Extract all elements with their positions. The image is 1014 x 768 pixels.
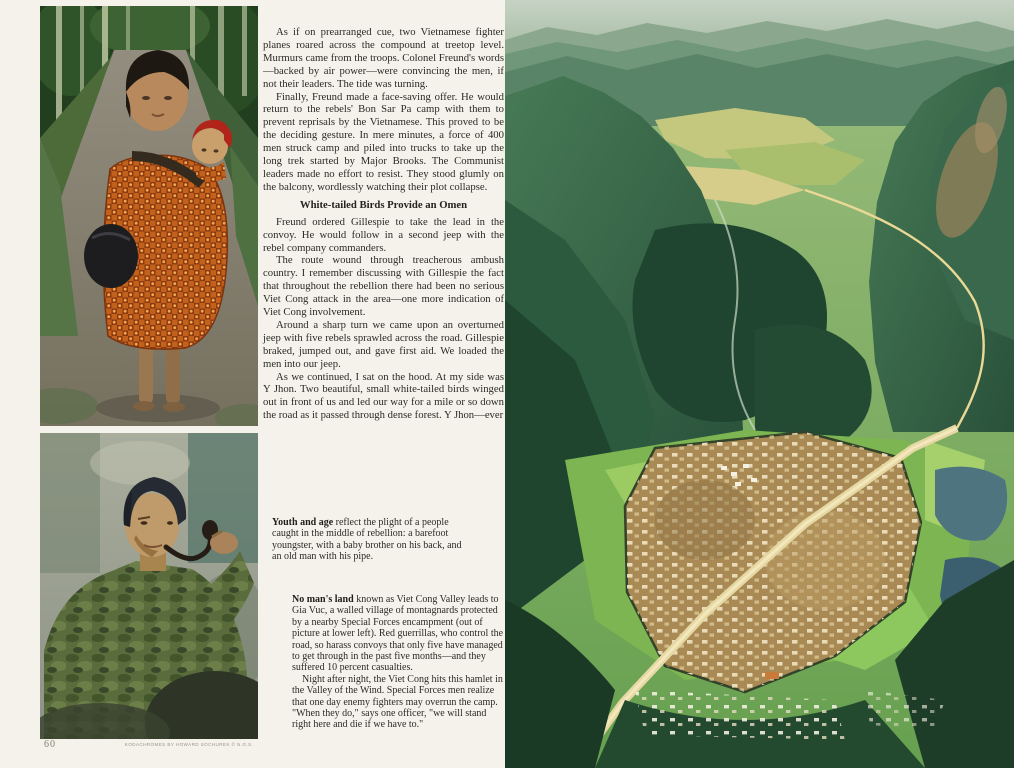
caption-lead: No man's land (292, 594, 354, 605)
photo-aerial-valley (505, 0, 1014, 768)
photo-boy-with-baby (40, 6, 258, 426)
article-paragraph: The route wound through treacherous ambush country. I remember discussing with Gillespie the fact that throughout the rebellion there had been no serious Viet Cong attack in the area—one more indication of Viet Cong involvement. (263, 254, 504, 319)
article-paragraph: As if on prearranged cue, two Vietnamese fighter planes roared across the compound at treetop level. Murmurs came from the troops. Colonel Freund's words—backed by air power—were convincing the men, if not their leaders. The tide was turning. (263, 26, 504, 90)
aerial-valley-illustration (505, 0, 1014, 768)
section-heading: White-tailed Birds Provide an Omen (299, 198, 468, 211)
caption-text: Youth and age reflect the plight of a people caught in the middle of rebellion: a barefoot youngster, with a baby brother on his back, and an old man with his pipe. (272, 517, 462, 563)
article-paragraph: Finally, Freund made a face-saving offer. He would return to the rebels' Bon Sar Pa camp with them to prevent reprisals by the Vietnamese. This proved to be the deciding gesture. In mere minutes, a force of 400 men struck camp and piled into trucks to take up the long trek started by Major Brooks. The Communist leaders made no effort to resist. They stood glumly on the balcony, wordlessly watching their plot collapse. (263, 90, 504, 193)
article-paragraph: Freund ordered Gillespie to take the lead in the convoy. He would follow in a second jeep with the rebel company commanders. (263, 215, 504, 254)
photo-old-man-pipe (40, 433, 258, 739)
caption-text: No man's land known as Viet Cong Valley leads to Gia Vuc, a walled village of montagnards protected by a nearby Special Forces encampment (out of picture at lower left). Red guerrillas, who control the road, so harass convoys that only five have managed to get through in the past five months—and they suffered 10 percent casualties. (292, 594, 504, 674)
caption-youth-and-age (272, 517, 468, 563)
caption-text: Night after night, the Viet Cong hits this hamlet in the Valley of the Wind. Special Forces men realize that one day enemy fighters may overrun the camp. "When they do," says one officer, "we will stand right here and die if we have to." (292, 673, 503, 731)
photo-credit: KODACHROMES BY HOWARD SOCHUREK © N.G.S. (124, 742, 254, 747)
page-number: 60 (44, 739, 56, 750)
caption-lead: Youth and age (272, 517, 334, 528)
caption-no-mans-land (292, 594, 504, 731)
article-paragraph: Around a sharp turn we came upon an overturned jeep with five rebels sprawled across the road. Gillespie braked, jumped out, and gave first aid. We loaded the men into our jeep. (263, 318, 504, 370)
article-column (263, 26, 504, 422)
boy-with-baby-illustration (40, 6, 258, 426)
old-man-pipe-illustration (40, 433, 258, 739)
article-paragraph: As we continued, I sat on the hood. At my side was Y Jhon. Two beautiful, small white-tailed birds winged out in front of us and led our way for a mile or so down the road as it passed through dense forest. Y Jhon—ever (263, 370, 504, 422)
